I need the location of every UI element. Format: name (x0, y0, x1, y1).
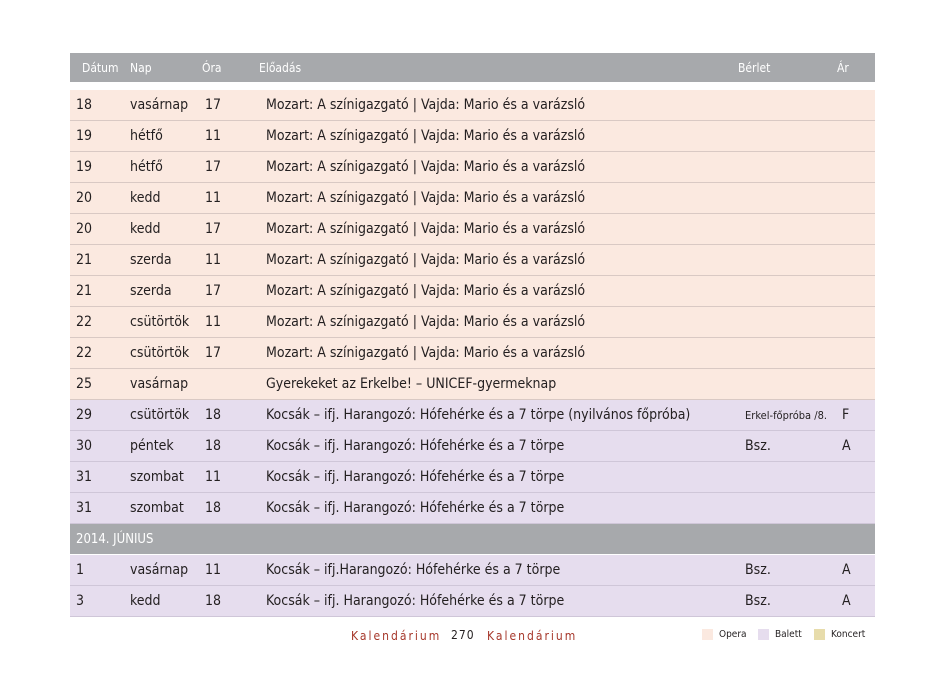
cell-day: péntek (130, 438, 174, 454)
cell-hour: 18 (205, 500, 222, 516)
table-row (70, 307, 875, 338)
table-row (70, 90, 875, 121)
cell-date: 30 (76, 438, 93, 454)
cell-hour: 18 (205, 438, 222, 454)
table-row (70, 400, 875, 431)
cell-performance: Mozart: A színigazgató | Vajda: Mario és a varázsló (266, 97, 586, 113)
cell-performance: Kocsák – ifj. Harangozó: Hófehérke és a 7 törpe (266, 469, 565, 485)
table-row (70, 152, 875, 183)
cell-date: 25 (76, 376, 93, 392)
cell-hour: 11 (205, 190, 222, 206)
program-table (70, 53, 875, 617)
cell-hour: 17 (205, 97, 222, 113)
cell-price: A (842, 438, 851, 454)
cell-date: 20 (76, 190, 93, 206)
legend-swatch (814, 629, 825, 640)
footer-title-left: Kalendárium (351, 629, 442, 643)
may-rows (70, 90, 875, 524)
cell-date: 21 (76, 252, 93, 268)
header-eloadas: Előadás (259, 61, 302, 75)
table-row (70, 369, 875, 400)
header-datum: Dátum (82, 61, 119, 75)
cell-hour: 11 (205, 314, 222, 330)
cell-date: 31 (76, 500, 93, 516)
footer-title-right: Kalendárium (487, 629, 578, 643)
cell-day: kedd (130, 221, 161, 237)
cell-day: hétfő (130, 159, 163, 175)
cell-day: csütörtök (130, 407, 190, 423)
legend-item-opera (702, 629, 747, 640)
cell-date: 29 (76, 407, 93, 423)
cell-berlet: Bsz. (745, 562, 771, 578)
cell-day: szerda (130, 252, 172, 268)
header-ar: Ár (837, 61, 849, 75)
cell-performance: Gyerekeket az Erkelbe! – UNICEF-gyermeknap (266, 376, 557, 392)
legend-label: Opera (719, 629, 747, 640)
month-label: 2014. JÚNIUS (76, 532, 154, 547)
cell-price: A (842, 593, 851, 609)
cell-day: szombat (130, 500, 184, 516)
cell-performance: Kocsák – ifj. Harangozó: Hófehérke és a 7 törpe (266, 500, 565, 516)
cell-performance: Mozart: A színigazgató | Vajda: Mario és a varázsló (266, 283, 586, 299)
legend-label: Balett (775, 629, 802, 640)
table-row (70, 214, 875, 245)
cell-day: vasárnap (130, 97, 189, 113)
cell-performance: Mozart: A színigazgató | Vajda: Mario és a varázsló (266, 345, 586, 361)
cell-day: hétfő (130, 128, 163, 144)
cell-price: A (842, 562, 851, 578)
cell-day: kedd (130, 593, 161, 609)
cell-day: szerda (130, 283, 172, 299)
cell-performance: Kocsák – ifj. Harangozó: Hófehérke és a 7 törpe (nyilvános főpróba) (266, 407, 691, 423)
cell-hour: 11 (205, 252, 222, 268)
legend-item-balett (758, 629, 802, 640)
cell-berlet: Bsz. (745, 438, 771, 454)
page-number: 270 (451, 628, 475, 642)
page-footer (0, 627, 944, 647)
cell-hour: 17 (205, 159, 222, 175)
legend-swatch (758, 629, 769, 640)
cell-berlet: Erkel-főpróba /8. (745, 409, 828, 422)
header-ora: Óra (202, 61, 222, 75)
cell-day: szombat (130, 469, 184, 485)
june-rows (70, 555, 875, 617)
cell-price: F (842, 407, 850, 423)
cell-performance: Mozart: A színigazgató | Vajda: Mario és a varázsló (266, 314, 586, 330)
cell-hour: 18 (205, 407, 222, 423)
table-row (70, 276, 875, 307)
header-nap: Nap (130, 61, 152, 75)
cell-date: 21 (76, 283, 93, 299)
cell-date: 31 (76, 469, 93, 485)
table-row (70, 555, 875, 586)
table-row (70, 245, 875, 276)
table-row (70, 493, 875, 524)
cell-date: 1 (76, 562, 85, 578)
cell-performance: Kocsák – ifj. Harangozó: Hófehérke és a 7 törpe (266, 438, 565, 454)
table-row (70, 121, 875, 152)
month-separator (70, 524, 875, 555)
cell-date: 18 (76, 97, 93, 113)
cell-day: csütörtök (130, 314, 190, 330)
cell-hour: 17 (205, 221, 222, 237)
table-row (70, 586, 875, 617)
cell-date: 3 (76, 593, 85, 609)
cell-performance: Mozart: A színigazgató | Vajda: Mario és a varázsló (266, 190, 586, 206)
table-header (70, 53, 875, 82)
cell-performance: Mozart: A színigazgató | Vajda: Mario és a varázsló (266, 159, 586, 175)
cell-hour: 11 (205, 128, 222, 144)
cell-performance: Kocsák – ifj.Harangozó: Hófehérke és a 7 törpe (266, 562, 561, 578)
header-berlet: Bérlet (738, 61, 771, 75)
table-row (70, 462, 875, 493)
cell-hour: 11 (205, 469, 222, 485)
cell-date: 19 (76, 128, 93, 144)
cell-date: 22 (76, 345, 93, 361)
legend-swatch (702, 629, 713, 640)
cell-date: 22 (76, 314, 93, 330)
legend-item-koncert (814, 629, 865, 640)
cell-hour: 11 (205, 562, 222, 578)
cell-performance: Kocsák – ifj. Harangozó: Hófehérke és a 7 törpe (266, 593, 565, 609)
cell-day: csütörtök (130, 345, 190, 361)
cell-day: vasárnap (130, 376, 189, 392)
cell-day: vasárnap (130, 562, 189, 578)
cell-date: 20 (76, 221, 93, 237)
cell-day: kedd (130, 190, 161, 206)
cell-performance: Mozart: A színigazgató | Vajda: Mario és a varázsló (266, 128, 586, 144)
table-row (70, 183, 875, 214)
table-row (70, 338, 875, 369)
cell-date: 19 (76, 159, 93, 175)
cell-hour: 18 (205, 593, 222, 609)
legend-label: Koncert (831, 629, 866, 640)
cell-performance: Mozart: A színigazgató | Vajda: Mario és a varázsló (266, 252, 586, 268)
cell-hour: 17 (205, 345, 222, 361)
cell-berlet: Bsz. (745, 593, 771, 609)
cell-hour: 17 (205, 283, 222, 299)
cell-performance: Mozart: A színigazgató | Vajda: Mario és a varázsló (266, 221, 586, 237)
table-row (70, 431, 875, 462)
